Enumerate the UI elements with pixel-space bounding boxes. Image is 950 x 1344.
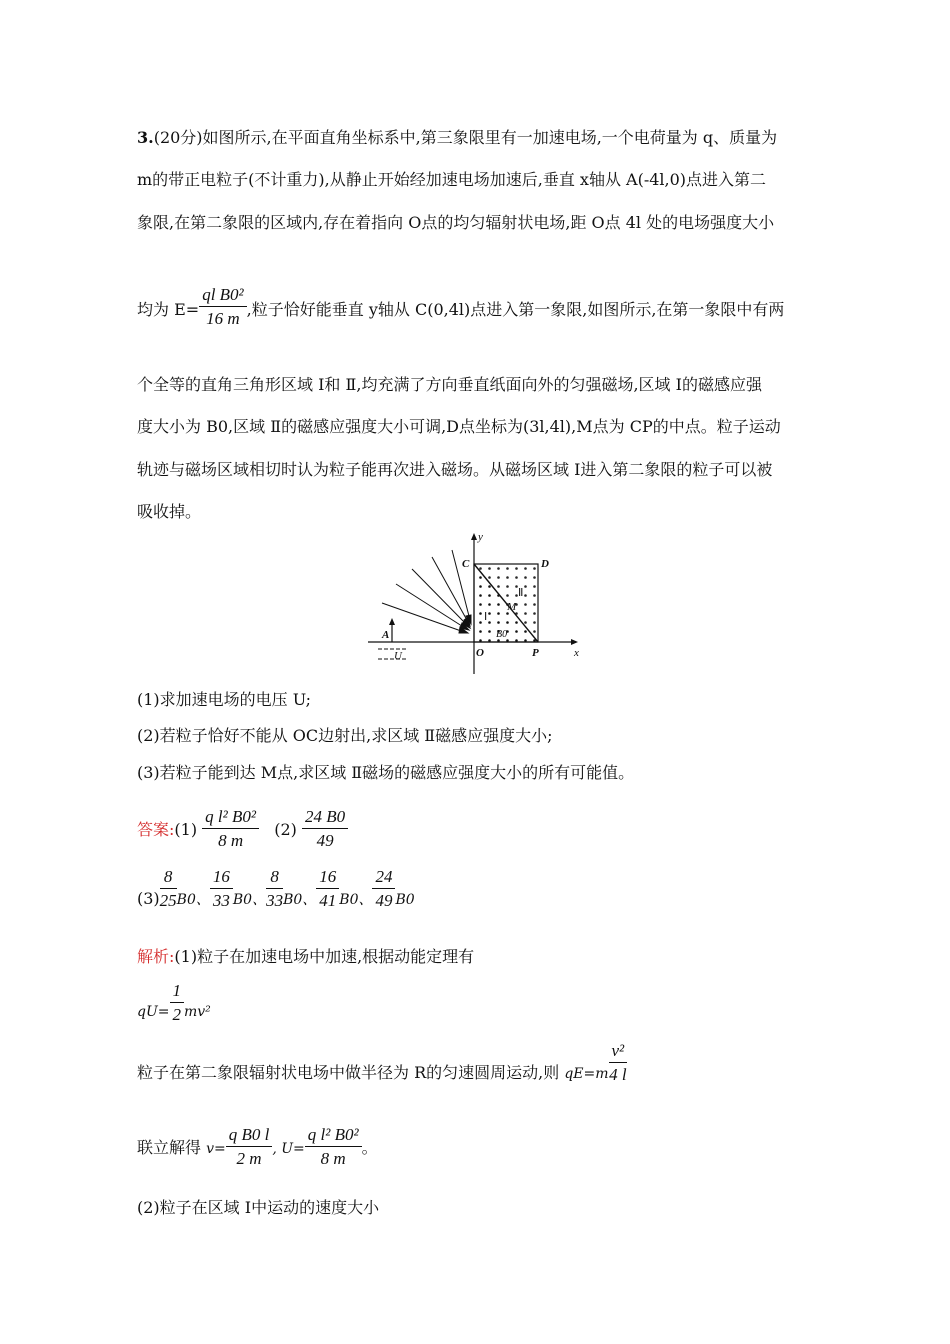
answer-2-fraction [302,806,348,853]
y-label: y [478,531,483,543]
physics-figure [368,528,588,676]
answer-3-unit: B0、 [339,892,373,908]
analysis-label: 解析: [137,947,175,966]
analysis-text-1: (1)粒子在加速电场中加速,根据动能定理有 [174,947,475,966]
answer-3-num: 16 [210,866,233,889]
x-label: x [574,647,579,659]
a-label: A [382,629,390,641]
question-line-3: 象限,在第二象限的区域内,存在着指向 O点的均匀辐射状电场,距 O点 4l 处的电场强度大小 [137,213,775,232]
question-line-4 [137,285,785,331]
answer-3-num: 24 [372,866,395,889]
answer-3-fraction-3 [266,866,283,913]
answer-3-unit: B0、 [176,892,210,908]
question-text: (20分)如图所示,在平面直角坐标系中,第三象限里有一加速电场,一个电荷量为 q、质量为 [153,128,778,147]
sub-question-1: (1)求加速电场的电压 U; [137,690,312,709]
eq1-prefix: qU= [137,1004,170,1020]
eq3-prefix: v= [206,1141,226,1157]
answer-3-fraction-1 [160,866,177,913]
eq2-prefix: qE=m [564,1066,609,1082]
eq2-den: 4 l [609,1065,627,1084]
answer-2-den: 49 [316,831,334,850]
answer-3-fraction-5 [372,866,395,913]
answer-3-unit: B0、 [232,892,267,908]
question-line-5: 个全等的直角三角形区域 Ⅰ和 Ⅱ,均充满了方向垂直纸面向外的匀强磁场,区域 Ⅰ的磁感应强 [137,375,762,394]
answer-2-num: 24 B0 [302,806,348,829]
radial-field-arrows [382,550,471,633]
analysis-line-1 [137,946,474,968]
eq3-den: 2 m [236,1149,262,1168]
o-label: O [476,647,484,659]
e-prefix: 均为 E= [137,300,200,319]
entry-arrow-icon [389,618,395,625]
e-frac-den: 16 m [206,309,240,328]
analysis-line-3 [137,1126,378,1171]
question-number: 3. [137,128,154,147]
answer-part-3: (3) [137,889,160,908]
question-line-7: 轨迹与磁场区域相切时认为粒子能再次进入磁场。从磁场区域 Ⅰ进入第二象限的粒子可以被 [137,460,773,479]
eq4-den: 8 m [320,1149,346,1168]
answer-3-fraction-2 [210,866,233,913]
question-line-6: 度大小为 B0,区域 Ⅱ的磁感应强度大小可调,D点坐标为(3l,4l),M点为 CP的中点。粒子运动 [137,417,781,436]
analysis-line-4: (2)粒子在区域 Ⅰ中运动的速度大小 [137,1198,380,1217]
eq4-num: q l² B0² [305,1124,362,1147]
eq1-suffix: mv² [184,1004,211,1020]
p-label: P [532,647,539,659]
question-line-8: 吸收掉。 [137,502,202,521]
answer-3-den: 25 [159,891,177,910]
eq1-den: 2 [172,1005,181,1024]
answer-1-fraction [202,806,259,853]
sub-question-3: (3)若粒子能到达 M点,求区域 Ⅱ磁场的磁感应强度大小的所有可能值。 [137,763,635,782]
e-frac-num: ql B0² [199,284,246,307]
eq1-fraction [170,980,185,1027]
x-axis-arrow-icon [571,639,578,645]
b0-label: B0 [496,629,508,640]
answer-3-num: 8 [266,866,283,889]
answer-3-den: 41 [319,891,337,910]
region-2-label: Ⅱ [518,587,524,599]
analysis-text-2: 粒子在第二象限辐射状电场中做半径为 R的匀速圆周运动,则 [137,1063,565,1082]
answer-1-num: q l² B0² [202,806,259,829]
eq3-fraction [226,1124,273,1171]
answer-line-1 [137,808,348,853]
answer-3-den: 33 [266,891,284,910]
answer-3-den: 33 [212,891,230,910]
y-axis-arrow-icon [471,533,477,540]
answer-part-2: (2) [274,820,297,839]
analysis-eq-1 [137,981,211,1027]
sub-question-2: (2)若粒子恰好不能从 OC边射出,求区域 Ⅱ磁感应强度大小; [137,726,553,745]
answer-line-3 [137,867,415,913]
answer-3-num: 16 [316,866,339,889]
answer-1-den: 8 m [218,831,244,850]
eq2-fraction [609,1040,628,1087]
d-label: D [541,558,549,570]
m-label: M [507,601,517,613]
answer-3-num: 8 [160,866,177,889]
eq2-num: v² [609,1040,628,1063]
analysis-text-3: 联立解得 [137,1138,207,1157]
eq3-sep: , U= [272,1141,305,1157]
question-line-2: m的带正电粒子(不计重力),从静止开始经加速电场加速后,垂直 x轴从 A(-4l,0)点进入第二 [137,170,767,189]
answer-3-unit: B0、 [283,892,317,908]
c-label: C [462,558,470,570]
e-suffix: ,粒子恰好能垂直 y轴从 C(0,4l)点进入第一象限,如图所示,在第一象限中有两 [246,300,785,319]
answer-label: 答案: [137,820,175,839]
question-line-1 [137,127,777,149]
answer-3-den: 49 [375,891,393,910]
u-label: U [394,650,402,662]
eq4-suffix: 。 [361,1138,378,1157]
eq1-num: 1 [170,980,185,1003]
analysis-line-2 [137,1041,627,1087]
eq4-fraction [305,1124,362,1171]
answer-3-fraction-4 [316,866,339,913]
eq3-num: q B0 l [226,1124,273,1147]
answer-part-1: (1) [174,820,198,839]
region-1-label: Ⅰ [484,611,488,623]
answer-3-unit: B0 [395,892,415,908]
e-fraction [199,284,246,331]
